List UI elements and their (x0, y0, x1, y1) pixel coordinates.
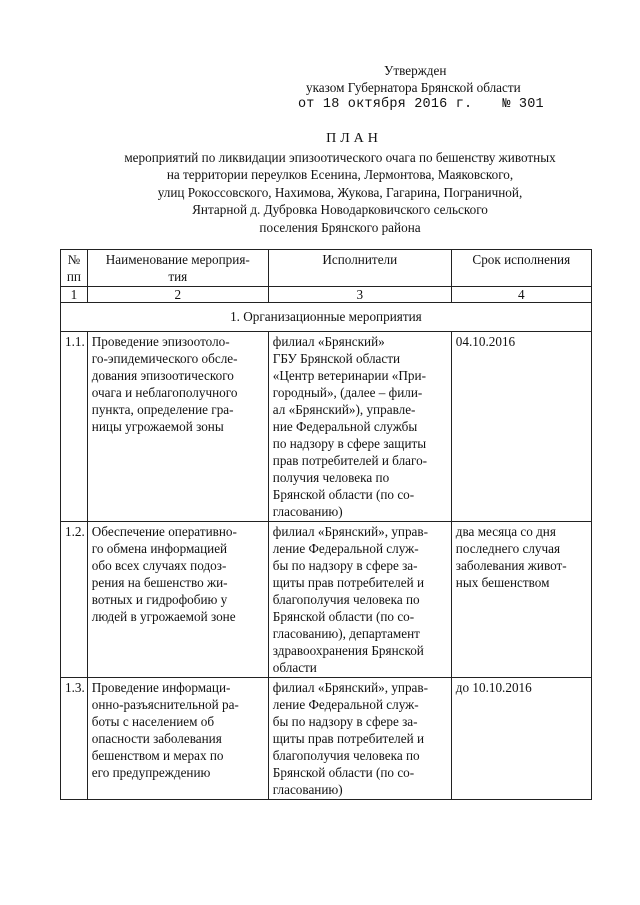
row-number: 1.2. (61, 522, 88, 678)
heading-line-1: мероприятий по ликвидации эпизоотического очага по бешенству животных (124, 149, 556, 165)
table-row (61, 332, 592, 522)
approval-line-approved: Утвержден (384, 63, 447, 78)
document-title: ПЛАН (326, 131, 382, 146)
plan-table (60, 249, 592, 800)
heading-line-5: поселения Брянского района (259, 219, 421, 235)
header-name: Наименование мероприя- тия (87, 250, 268, 287)
heading-line-4: Янтарной д. Дубровка Новодарковичского сельского (192, 202, 488, 217)
column-numbers-row (61, 287, 592, 303)
row-executors: филиал «Брянский», управ- ление Федеральной служ- бы по надзору в сфере за- щиты прав потребителей и благополучия человека по Брянской области (по со- гласованию), департамент здравоохранения Брянской области (268, 522, 451, 678)
approval-line-decree: указом Губернатора Брянской области (306, 80, 521, 95)
header-executors: Исполнители (268, 250, 451, 287)
row-executors: филиал «Брянский» ГБУ Брянской области «Центр ветеринарии «При- городный», (далее – фили- ал «Брянский»), управле- ние Федеральной службы по надзору в сфере защиты прав потребителей и благо- получия человека по Брянской области (по со- гласованию) (268, 332, 451, 522)
column-number-4: 4 (451, 287, 591, 303)
row-deadline: до 10.10.2016 (451, 678, 591, 800)
section-title: 1. Организационные мероприятия (61, 303, 592, 332)
table-row (61, 678, 592, 800)
header-deadline: Срок исполнения (451, 250, 591, 287)
approval-line-date (298, 96, 618, 113)
heading-line-3: улиц Рокоссовского, Нахимова, Жукова, Гагарина, Пограничной, (157, 184, 523, 200)
header-number: № пп (61, 250, 88, 287)
column-number-2: 2 (87, 287, 268, 303)
row-deadline: два месяца со дня последнего случая заболевания живот- ных бешенством (451, 522, 591, 678)
row-executors: филиал «Брянский», управ- ление Федеральной служ- бы по надзору в сфере за- щиты прав потребителей и благополучия человека по Брянской области (по со- гласованию) (268, 678, 451, 800)
row-number: 1.3. (61, 678, 88, 800)
heading-line-2: на территории переулков Есенина, Лермонтова, Маяковского, (166, 167, 514, 182)
approval-block (298, 62, 618, 113)
row-deadline: 04.10.2016 (451, 332, 591, 522)
approval-date: от 18 октября 2016 г. (298, 97, 473, 112)
row-name: Обеспечение оперативно- го обмена информацией обо всех случаях подоз- рения на бешенство жи- вотных и гидрофобию у людей в угрожаемой зоне (87, 522, 268, 678)
section-row (61, 303, 592, 332)
row-number: 1.1. (61, 332, 88, 522)
column-number-3: 3 (268, 287, 451, 303)
document-heading (40, 130, 640, 236)
column-number-1: 1 (61, 287, 88, 303)
row-name: Проведение информаци- онно-разъяснительной ра- боты с населением об опасности заболевания бешенством и мерах по его предупреждению (87, 678, 268, 800)
approval-number: № 301 (502, 97, 544, 112)
table-row (61, 522, 592, 678)
row-name: Проведение эпизоотоло- го-эпидемического обсле- дования эпизоотического очага и неблагополучного пункта, определение гра- ницы угрожаемой зоны (87, 332, 268, 522)
table-header-row (61, 250, 592, 287)
